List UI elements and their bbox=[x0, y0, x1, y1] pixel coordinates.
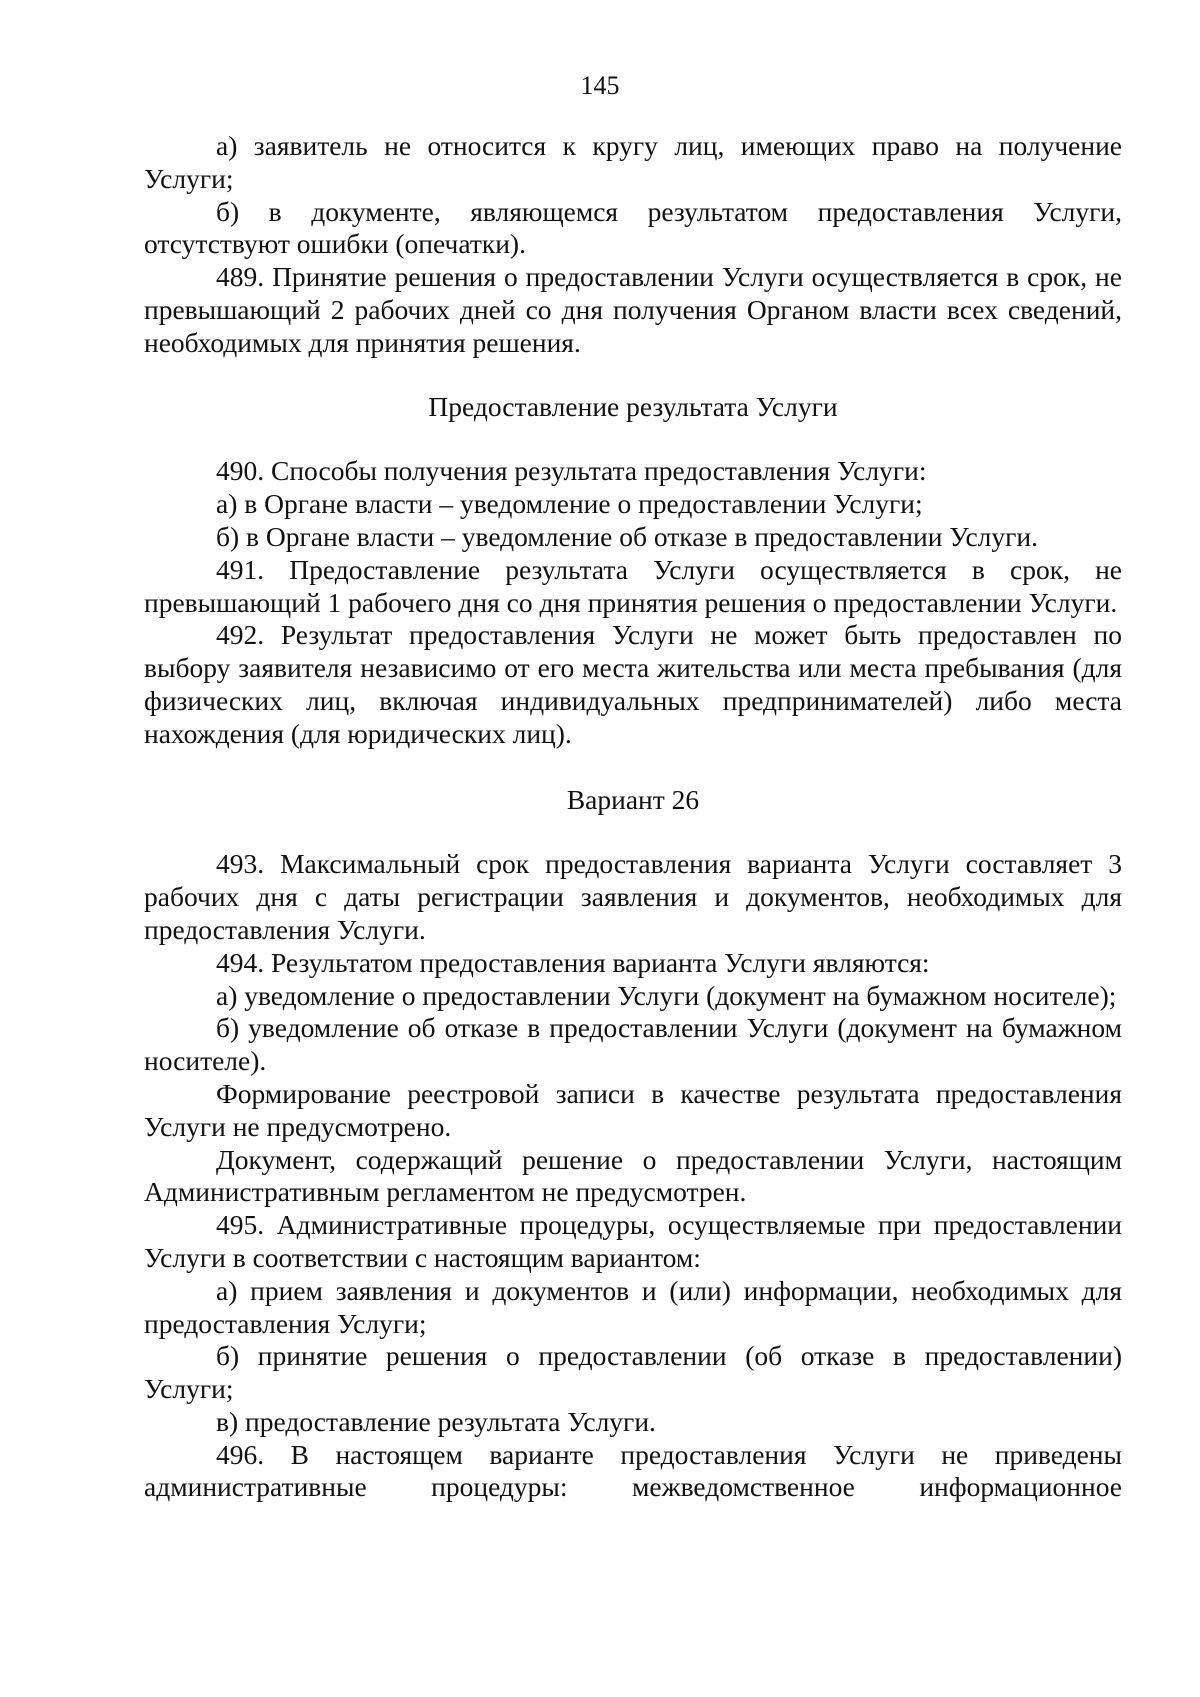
page-number: 145 bbox=[580, 71, 620, 100]
paragraph-decision-document: Документ, содержащий решение о предоставлении Услуги, настоящим Административным регламентом не предусмотрен. bbox=[144, 1143, 1122, 1208]
paragraph-495-a: а) прием заявления и документов и (или) информации, необходимых для предоставления Услуги; bbox=[144, 1274, 1122, 1339]
paragraph-489: 489. Принятие решения о предоставлении Услуги осуществляется в срок, не превышающий 2 рабочих дней со дня получения Органом власти всех сведений, необходимых для принятия решения. bbox=[144, 261, 1122, 358]
paragraph-494-a: а) уведомление о предоставлении Услуги (документ на бумажном носителе); bbox=[216, 979, 1117, 1011]
paragraph-registry-record: Формирование реестровой записи в качестве результата предоставления Услуги не предусмотрено. bbox=[144, 1077, 1122, 1142]
paragraph-495-c: в) предоставление результата Услуги. bbox=[216, 1405, 656, 1437]
paragraph-494-b: б) уведомление об отказе в предоставлении Услуги (документ на бумажном носителе). bbox=[144, 1012, 1122, 1077]
paragraph-491: 491. Предоставление результата Услуги осуществляется в срок, не превышающий 1 рабочего дня со дня принятия решения о предоставлении Услуги. bbox=[144, 553, 1122, 618]
paragraph-490: 490. Способы получения результата предоставления Услуги: bbox=[216, 455, 927, 487]
paragraph-490-b: б) в Органе власти – уведомление об отказе в предоставлении Услуги. bbox=[216, 520, 1039, 552]
section-heading-result: Предоставление результата Услуги bbox=[428, 390, 838, 422]
section-heading-variant-26: Вариант 26 bbox=[566, 783, 700, 815]
paragraph-494: 494. Результатом предоставления варианта Услуги являются: bbox=[216, 946, 930, 978]
paragraph-496: 496. В настоящем варианте предоставления Услуги не приведены административные процедуры: межведомственное информационное bbox=[144, 1438, 1122, 1503]
paragraph-490-a: а) в Органе власти – уведомление о предоставлении Услуги; bbox=[216, 488, 923, 520]
document-body bbox=[144, 130, 1122, 1504]
paragraph-495: 495. Административные процедуры, осуществляемые при предоставлении Услуги в соответствии с настоящим вариантом: bbox=[144, 1209, 1122, 1273]
paragraph-493: 493. Максимальный срок предоставления варианта Услуги составляет 3 рабочих дня с даты регистрации заявления и документов, необходимых для предоставления Услуги. bbox=[144, 848, 1122, 945]
paragraph-495-b: б) принятие решения о предоставлении (об отказе в предоставлении) Услуги; bbox=[144, 1340, 1122, 1405]
paragraph-item-a-applicant: а) заявитель не относится к кругу лиц, имеющих право на получение Услуги; bbox=[144, 130, 1122, 194]
paragraph-item-b-no-errors: б) в документе, являющемся результатом предоставления Услуги, отсутствуют ошибки (опечатки). bbox=[144, 195, 1122, 260]
paragraph-492: 492. Результат предоставления Услуги не может быть предоставлен по выбору заявителя независимо от его места жительства или места пребывания (для физических лиц, включая индивидуальных предпринимателей) либо места нахождения (для юридических лиц). bbox=[144, 619, 1122, 749]
